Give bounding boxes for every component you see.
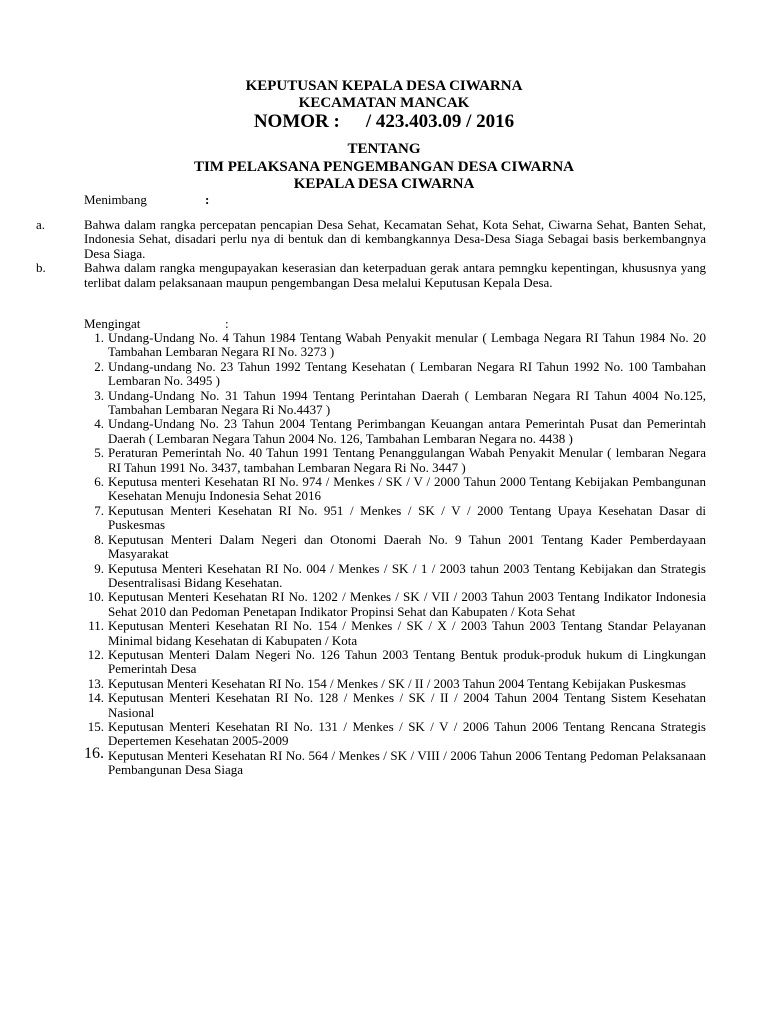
- tentang-heading: TENTANG: [347, 141, 421, 157]
- subject-line-1: TIM PELAKSANA PENGEMBANGAN DESA CIWARNA: [193, 159, 575, 175]
- list-item: [84, 648, 706, 677]
- list-item: [84, 677, 706, 691]
- list-marker: 6.: [94, 474, 104, 490]
- subject-line-2: KEPALA DESA CIWARNA: [293, 176, 475, 192]
- list-text: Keputusan Menteri Dalam Negeri dan Otonomi Daerah No. 9 Tahun 2001 Tentang Kader Pemberdayaan Masyarakat: [108, 531, 706, 562]
- list-text: Keputusan Menteri Kesehatan RI No. 564 / Menkes / SK / VIII / 2006 Tahun 2006 Tentang Pedoman Pelaksanaan Pembangunan Desa Siaga: [108, 747, 706, 778]
- list-text: Keputusa Menteri Kesehatan RI No. 004 / Menkes / SK / 1 / 2003 tahun 2003 Tentang Kebijakan dan Strategis Desentralisasi Bidang Kesehatan.: [108, 560, 706, 590]
- list-item: [84, 417, 706, 446]
- list-item: [84, 446, 706, 475]
- list-marker: 13.: [87, 675, 104, 691]
- list-text: Keputusan Menteri Kesehatan RI No. 1202 / Menkes / SK / VII / 2003 Tahun 2003 Tentang Indikator Indonesia Sehat 2010 dan Pedoman Penetapan Indikator Propinsi Sehat dan Kabupaten / Kota Sehat: [108, 589, 706, 619]
- list-text: Keputusa menteri Kesehatan RI No. 974 / Menkes / SK / V / 2000 Tahun 2000 Tentang Kebijakan Pembangunan Kesehatan Menuju Indonesia Sehat 2016: [108, 474, 706, 504]
- list-item: [84, 619, 706, 648]
- district-title: KECAMATAN MANCAK: [298, 95, 470, 111]
- menimbang-list: [36, 217, 706, 290]
- list-text: Keputusan Menteri Dalam Negeri No. 126 Tahun 2003 Tentang Bentuk produk-produk hukum di Lingkungan Pemerintah Desa: [108, 646, 706, 677]
- list-marker: 12.: [87, 646, 104, 662]
- list-marker: 16.: [84, 744, 104, 762]
- mengingat-colon: :: [225, 316, 229, 331]
- decree-title: KEPUTUSAN KEPALA DESA CIWARNA: [245, 78, 523, 94]
- list-marker: 10.: [87, 589, 104, 605]
- list-item: [84, 533, 706, 562]
- list-marker: 11.: [88, 618, 104, 634]
- list-item: [84, 590, 706, 619]
- decree-number: [0, 111, 768, 133]
- mengingat-label: Mengingat: [84, 316, 141, 331]
- list-text: Keputusan Menteri Kesehatan RI No. 128 / Menkes / SK / II / 2004 Tahun 2004 Tentang Sistem Kesehatan Nasional: [108, 690, 706, 720]
- list-text: Undang-Undang No. 23 Tahun 2004 Tentang Perimbangan Keuangan antara Pemerintah Pusat dan Pemerintah Daerah ( Lembaran Negara Tahun 2004 No. 126, Tambahan Lembaran Negara no. 4438 ): [108, 416, 706, 446]
- mengingat-label-row: [84, 316, 229, 331]
- list-item: [84, 744, 706, 778]
- list-marker: a.: [36, 217, 46, 232]
- nomor-value: / 423.403.09 / 2016: [365, 111, 515, 132]
- list-text: Undang-Undang No. 4 Tahun 1984 Tentang Wabah Penyakit menular ( Lembaga Negara RI Tahun 1984 No. 20 Tambahan Lembaran Negara RI No. 3273 ): [108, 330, 706, 360]
- list-text: Keputusan Menteri Kesehatan RI No. 154 / Menkes / SK / X / 2003 Tahun 2003 Tentang Standar Pelayanan Minimal bidang Kesehatan di Kabupaten / Kota: [108, 618, 706, 648]
- list-marker: 15.: [87, 718, 104, 734]
- list-marker: 3.: [94, 387, 104, 403]
- list-text: Undang-undang No. 23 Tahun 1992 Tentang Kesehatan ( Lembaran Negara RI Tahun 1992 No. 100 Tambahan Lembaran No. 3495 ): [108, 358, 706, 389]
- nomor-label: NOMOR :: [253, 111, 340, 132]
- mengingat-list: [84, 331, 706, 778]
- list-marker: b.: [36, 260, 46, 276]
- list-item: [84, 720, 706, 749]
- list-marker: 9.: [94, 560, 104, 576]
- list-item: [84, 504, 706, 533]
- list-marker: 2.: [94, 358, 104, 374]
- list-item: [36, 261, 706, 290]
- list-item: [84, 475, 706, 504]
- list-marker: 14.: [87, 690, 104, 706]
- list-item: [84, 562, 706, 591]
- list-text: Peraturan Pemerintah No. 40 Tahun 1991 Tentang Penanggulangan Wabah Penyakit Menular ( lembaran Negara RI Tahun 1991 No. 3437, tambahan Lembaran Negara Ri No. 3447 ): [108, 445, 706, 475]
- list-item: [36, 218, 706, 261]
- list-item: [84, 331, 706, 360]
- list-text: Keputusan Menteri Kesehatan RI No. 154 / Menkes / SK / II / 2003 Tahun 2004 Tentang Kebijakan Puskesmas: [108, 675, 686, 691]
- list-text: Bahwa dalam rangka mengupayakan keserasian dan keterpaduan gerak antara pemngku kepentingan, khususnya yang terlibat dalam pelaksanaan maupun pengembangan Desa melalui Keputusan Kepala Desa.: [84, 260, 706, 290]
- list-marker: 8.: [94, 531, 104, 547]
- list-marker: 1.: [94, 330, 104, 345]
- list-marker: 7.: [94, 502, 104, 518]
- list-marker: 5.: [94, 445, 104, 461]
- list-item: [84, 360, 706, 389]
- list-marker: 4.: [94, 416, 104, 432]
- menimbang-label: Menimbang: [84, 192, 147, 207]
- list-item: [84, 691, 706, 720]
- menimbang-label-row: [84, 192, 210, 207]
- menimbang-colon: :: [205, 192, 210, 207]
- list-text: Keputusan Menteri Kesehatan RI No. 951 / Menkes / SK / V / 2000 Tentang Upaya Kesehatan Dasar di Puskesmas: [108, 502, 706, 533]
- list-item: [84, 389, 706, 418]
- list-text: Undang-Undang No. 31 Tahun 1994 Tentang Perintahan Daerah ( Lembaran Negara RI Tahun 4004 No.125, Tambahan Lembaran Negara Ri No.4437 ): [108, 387, 706, 418]
- list-text: Bahwa dalam rangka percepatan pencapian Desa Sehat, Kecamatan Sehat, Kota Sehat, Ciwarna Sehat, Banten Sehat, Indonesia Sehat, disadari perlu nya di bentuk dan di kembangkannya Desa-Desa Siaga Sebagai basis berkembangnya Desa Siaga.: [84, 217, 706, 261]
- list-text: Keputusan Menteri Kesehatan RI No. 131 / Menkes / SK / V / 2006 Tahun 2006 Tentang Rencana Strategis Depertemen Kesehatan 2005-2009: [108, 718, 706, 749]
